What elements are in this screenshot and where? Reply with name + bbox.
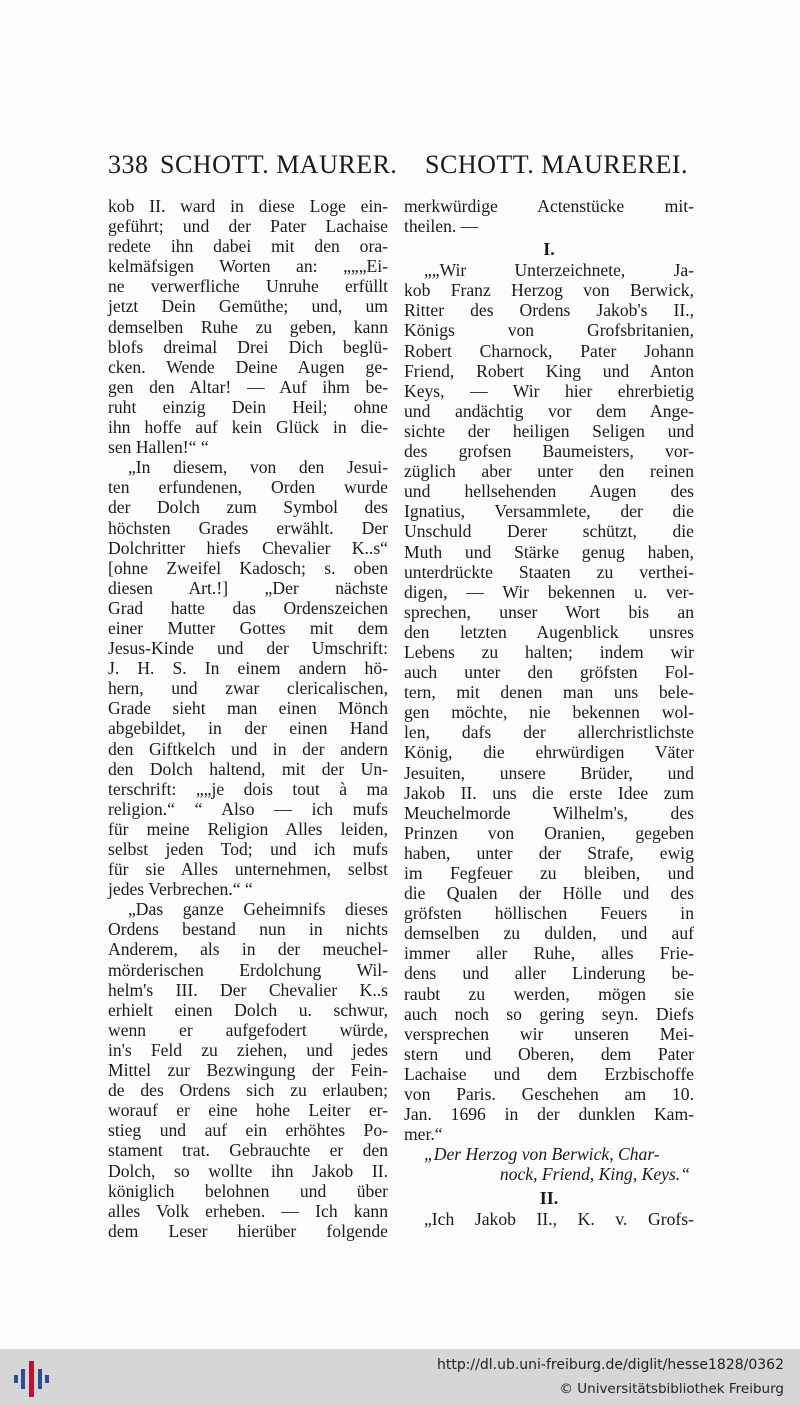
text-line: in's Feld zu ziehen, und jedes [108,1039,388,1060]
text-line: sprechen, unser Wort bis an [404,601,694,622]
text-line: haben, unter der Strafe, ewig [404,842,694,863]
text-line: kob II. ward in diese Loge ein- [108,196,388,216]
right-text-column [404,196,694,1229]
page-number: 338 [108,150,149,179]
text-line: Ignatius, Versammlete, der die [404,501,694,522]
text-line: für sie Alles unternehmen, selbst [108,859,388,880]
text-line: Jakob II. uns die erste Idee zum [404,782,694,803]
text-line: ten erfundenen, Orden wurde [108,477,388,498]
text-line: [ohne Zweifel Kadosch; s. oben [108,557,388,578]
ub-freiburg-logo-icon[interactable] [12,1359,52,1399]
text-line: Dolch, so wollte ihn Jakob II. [108,1160,388,1181]
text-line: einer Mutter Gottes mit dem [108,617,388,638]
text-line: Unschuld Derer schützt, die [404,521,694,542]
text-line: und hellsehenden Augen des [404,481,694,502]
text-line: „Das ganze Geheimnifs dieses [128,899,388,920]
viewer-footer [0,1349,800,1406]
text-line: den Dolch haltend, mit der Un- [108,758,388,779]
text-line: religion.“ “ Also — ich mufs [108,798,388,819]
text-line: von Paris. Geschehen am 10. [404,1084,694,1105]
running-header [108,150,688,186]
text-line: kob Franz Herzog von Berwick, [404,280,694,301]
text-line: des grofsen Baumeisters, vor- [404,441,694,462]
signature-line: nock, Friend, King, Keys.“ [499,1164,690,1185]
text-line: höchsten Grades erwählt. Der [108,517,388,538]
text-line: im Fegfeuer zu bleiben, und [404,863,694,883]
text-line: immer aller Ruhe, alles Frie- [404,943,694,964]
text-line: erhielt einen Dolch u. schwur, [108,999,388,1020]
text-line: Robert Charnock, Pater Johann [404,340,694,361]
text-line: Anderem, als in der meuchel- [108,939,388,960]
text-line: Muth und Stärke genug haben, [404,541,694,562]
text-line: auch noch so gering seyn. Diefs [404,1003,694,1024]
text-line: für meine Religion Alles leiden, [108,818,388,839]
text-line: Meuchelmorde Wilhelm's, des [404,802,694,823]
left-text-column [108,196,388,1241]
text-line: „In diesem, von den Jesui- [128,457,388,478]
section-heading-ii: II. [539,1187,559,1208]
text-line: helm's III. Der Chevalier K..s [108,979,388,1000]
text-line: Ritter des Ordens Jakob's II., [404,300,694,321]
text-line: redete ihn dabei mit den ora- [108,236,388,257]
text-line: Mittel zur Bezwingung der Fein- [108,1060,388,1081]
text-line: und andächtig vor dem Ange- [404,400,694,421]
text-line: demselben zu dulden, und auf [404,923,694,944]
copyright-notice: © Universitätsbibliothek Freiburg [559,1381,784,1397]
text-line: königlich belohnen und über [108,1180,388,1201]
text-line: mer.“ [404,1124,443,1145]
text-line: den Giftkelch und in der andern [108,738,388,759]
text-line: de des Ordens sich zu erlauben; [108,1080,388,1101]
text-line: auch unter den gröfsten Fol- [404,662,694,683]
text-line: J. H. S. In einem andern hö- [108,658,388,679]
text-line: diesen Art.!] „Der nächste [108,577,388,598]
text-line: ruht einzig Dein Heil; ohne [108,396,388,417]
text-line: theilen. — [404,216,479,237]
text-line: der Dolch zum Symbol des [108,497,388,518]
text-line: Lebens zu halten; indem wir [404,641,694,662]
text-line: die Qualen der Hölle und des [404,883,694,904]
text-line: wenn er aufgefodert würde, [108,1019,388,1040]
text-line: dem Leser hierüber folgende [108,1220,388,1241]
text-line: mörderischen Erdolchung Wil- [108,959,388,980]
text-line: Jesuiten, unsere Brüder, und [404,762,694,783]
text-line: stern und Oberen, dem Pater [404,1043,694,1064]
text-line: „„Wir Unterzeichnete, Ja- [424,260,694,281]
text-line: Lachaise und dem Erzbischoffe [404,1063,694,1084]
text-line: stament trat. Gebrauchte er den [108,1140,388,1161]
text-line: gen den Altar! — Auf ihm be- [108,376,388,397]
text-line: Prinzen von Oranien, gegeben [404,822,694,843]
text-line: tern, mit denen man uns bele- [404,682,694,703]
text-line: Grad hatte das Ordenszeichen [108,597,388,618]
section-heading-i: I. [543,239,555,260]
text-line: merkwürdige Actenstücke mit- [404,196,694,216]
text-line: stieg und auf ein erhöhtes Po- [108,1120,388,1141]
text-line: König, die ehrwürdigen Väter [404,742,694,763]
text-line: züglich aber unter den reinen [404,461,694,482]
text-line: terschrift: „„je dois tout à ma [108,778,388,799]
text-line: geführt; und der Pater Lachaise [108,216,388,237]
text-line: Ordens bestand nun in nichts [108,919,388,940]
text-line: gen möchte, nie bekennen wol- [404,702,694,723]
text-line: hern, und zwar clericalischen, [108,678,388,699]
text-line: Königs von Grofsbritanien, [404,320,694,341]
text-line: Keys, — Wir hier ehrerbietig [404,380,694,401]
text-line: gröfsten höllischen Feuers in [404,903,694,924]
text-line: unterdrückte Staaten zu verthei- [404,561,694,582]
text-line: demselben Ruhe zu geben, kann [108,316,388,337]
text-line: digen, — Wir bekennen u. ver- [404,581,694,602]
text-line: worauf er eine hohe Leiter er- [108,1100,388,1121]
permalink-url[interactable]: http://dl.ub.uni-freiburg.de/diglit/hesse1828/0362 [436,1357,784,1373]
text-line: sichte der heiligen Seligen und [404,420,694,441]
text-line: Friend, Robert King und Anton [404,360,694,381]
text-line: Dolchritter hiefs Chevalier K..s“ [108,537,388,558]
text-line: len, dafs der allerchristlichste [404,722,694,743]
text-line: cken. Wende Deine Augen ge- [108,356,388,377]
text-line: blofs dreimal Drei Dich beglü- [108,336,388,357]
signature-line: „Der Herzog von Berwick, Char- [424,1144,660,1165]
text-line: selbst jeden Tod; und ich mufs [108,839,388,859]
text-line: alles Volk erheben. — Ich kann [108,1200,388,1221]
text-line: Grade sieht man einen Mönch [108,698,388,719]
text-line: Jan. 1696 in der dunklen Kam- [404,1104,694,1125]
text-line: sen Hallen!“ “ [108,437,209,458]
header-right-title: SCHOTT. MAUREREI. [425,150,688,179]
text-line: kelmäfsigen Worten an: „„„Ei- [108,256,388,277]
text-line: jedes Verbrechen.“ “ [108,879,253,900]
text-line: versprechen wir unseren Mei- [404,1023,694,1044]
header-left-title: SCHOTT. MAURER. [160,150,398,179]
text-line: dens und aller Linderung be- [404,963,694,984]
text-line: „Ich Jakob II., K. v. Grofs- [424,1208,694,1229]
text-line: abgebildet, in der einen Hand [108,718,388,739]
text-line: jetzt Dein Gemüthe; und, um [108,296,388,317]
text-line: ne verwerfliche Unruhe erfüllt [108,276,388,297]
text-line: raubt zu werden, mögen sie [404,983,694,1004]
text-line: den letzten Augenblick unsres [404,621,694,642]
text-line: Jesus-Kinde und der Umschrift: [108,638,388,659]
text-line: ihn hoffe auf kein Glück in die- [108,417,388,438]
